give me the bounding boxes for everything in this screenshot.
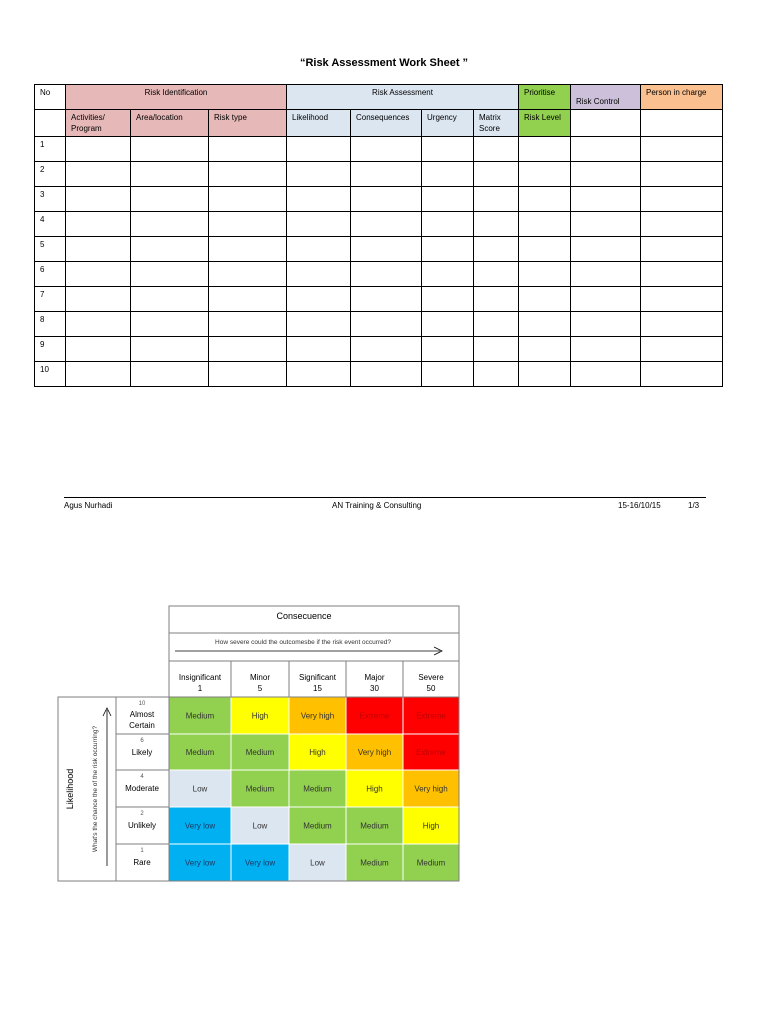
- footer-date: 15-16/10/15: [618, 501, 661, 510]
- matrix-cell-label: Extreme: [416, 748, 446, 757]
- matrix-cell-label: High: [251, 711, 269, 721]
- matrix-cell-label: Medium: [416, 858, 446, 868]
- row-name: Rare: [133, 858, 151, 867]
- matrix-cell-label: Medium: [245, 784, 275, 794]
- row-name: Almost: [129, 710, 155, 719]
- matrix-cell-label: High: [309, 748, 326, 757]
- matrix-cell-label: Extreme: [359, 711, 390, 721]
- row-name: Unlikely: [127, 821, 157, 830]
- column-name: Minor: [249, 673, 271, 682]
- matrix-cell-label: Medium: [245, 748, 275, 757]
- column-name: Insignificant: [178, 673, 222, 682]
- row-number: 6: [35, 262, 66, 287]
- row-score: 4: [140, 774, 144, 780]
- column-name: Severe: [418, 673, 444, 682]
- matrix-cell-label: Very high: [357, 748, 392, 757]
- likelihood-title: Likelihood: [65, 768, 75, 810]
- row-number: 9: [35, 337, 66, 362]
- column-name: Major: [364, 673, 385, 682]
- header-risk-assessment: Risk Assessment: [287, 85, 519, 110]
- consequence-title: Consecuence: [276, 611, 332, 621]
- row-number: 1: [35, 137, 66, 162]
- header-no: No: [35, 85, 66, 110]
- header-person-in-charge: Person in charge: [641, 85, 723, 110]
- footer-author: Agus Nurhadi: [64, 501, 113, 510]
- footer-page-number: 1/3: [688, 501, 700, 510]
- subheader-matrix-score: Matrix Score: [474, 110, 519, 137]
- footer-company: AN Training & Consulting: [332, 501, 422, 510]
- matrix-cell-label: High: [366, 784, 383, 794]
- subheader-urgency: Urgency: [422, 110, 474, 137]
- row-score: 2: [140, 811, 144, 817]
- subheader-area: Area/location: [131, 110, 209, 137]
- matrix-cell-label: Extreme: [416, 711, 446, 721]
- subheader-likelihood: Likelihood: [287, 110, 351, 137]
- subheader-activities: Activities/ Program: [66, 110, 131, 137]
- column-score: 1: [197, 684, 203, 693]
- subheader-risk-level: Risk Level: [519, 110, 571, 137]
- matrix-cell-label: Low: [192, 784, 208, 794]
- matrix-cell-label: Very high: [414, 784, 448, 794]
- column-score: 15: [313, 684, 322, 693]
- row-score: 10: [138, 701, 146, 707]
- matrix-cell-label: Medium: [303, 784, 332, 794]
- column-score: 30: [370, 684, 379, 693]
- matrix-cell-label: Low: [252, 821, 268, 831]
- matrix-cell-label: Medium: [185, 711, 215, 721]
- column-score: 5: [257, 684, 263, 693]
- row-name: Likely: [131, 748, 153, 757]
- header-prioritise: Prioritise: [519, 85, 571, 110]
- consequence-question: How severe could the outcomesbe if the risk event occurred?: [215, 639, 391, 646]
- row-number: 4: [35, 212, 66, 237]
- header-risk-control: Risk Control: [571, 85, 641, 110]
- row-name: Moderate: [125, 784, 159, 793]
- row-name: Certain: [129, 721, 155, 730]
- likelihood-question: What's the chance the of the risk occurring?: [92, 725, 99, 853]
- matrix-cell-label: Medium: [185, 748, 215, 757]
- column-name: Significant: [299, 673, 336, 682]
- row-score: 6: [140, 738, 144, 744]
- row-number: 10: [35, 362, 66, 387]
- matrix-cell-label: Medium: [303, 821, 332, 831]
- subheader-risk-type: Risk type: [209, 110, 287, 137]
- row-number: 3: [35, 187, 66, 212]
- row-number: 8: [35, 312, 66, 337]
- matrix-cell-label: Very low: [184, 821, 216, 831]
- row-number: 2: [35, 162, 66, 187]
- matrix-cell-label: Very low: [184, 858, 216, 868]
- matrix-cell-label: Very high: [300, 711, 335, 721]
- row-number: 5: [35, 237, 66, 262]
- subheader-consequences: Consequences: [351, 110, 422, 137]
- column-score: 50: [426, 684, 436, 693]
- page-title: “Risk Assessment Work Sheet ”: [299, 57, 469, 69]
- matrix-cell-label: Very low: [244, 858, 276, 868]
- row-score: 1: [140, 848, 144, 854]
- header-risk-identification: Risk Identification: [66, 85, 287, 110]
- matrix-cell-label: Medium: [360, 858, 389, 868]
- matrix-cell-label: High: [422, 821, 440, 831]
- matrix-cell-label: Medium: [360, 821, 389, 831]
- row-number: 7: [35, 287, 66, 312]
- matrix-cell-label: Low: [310, 858, 325, 868]
